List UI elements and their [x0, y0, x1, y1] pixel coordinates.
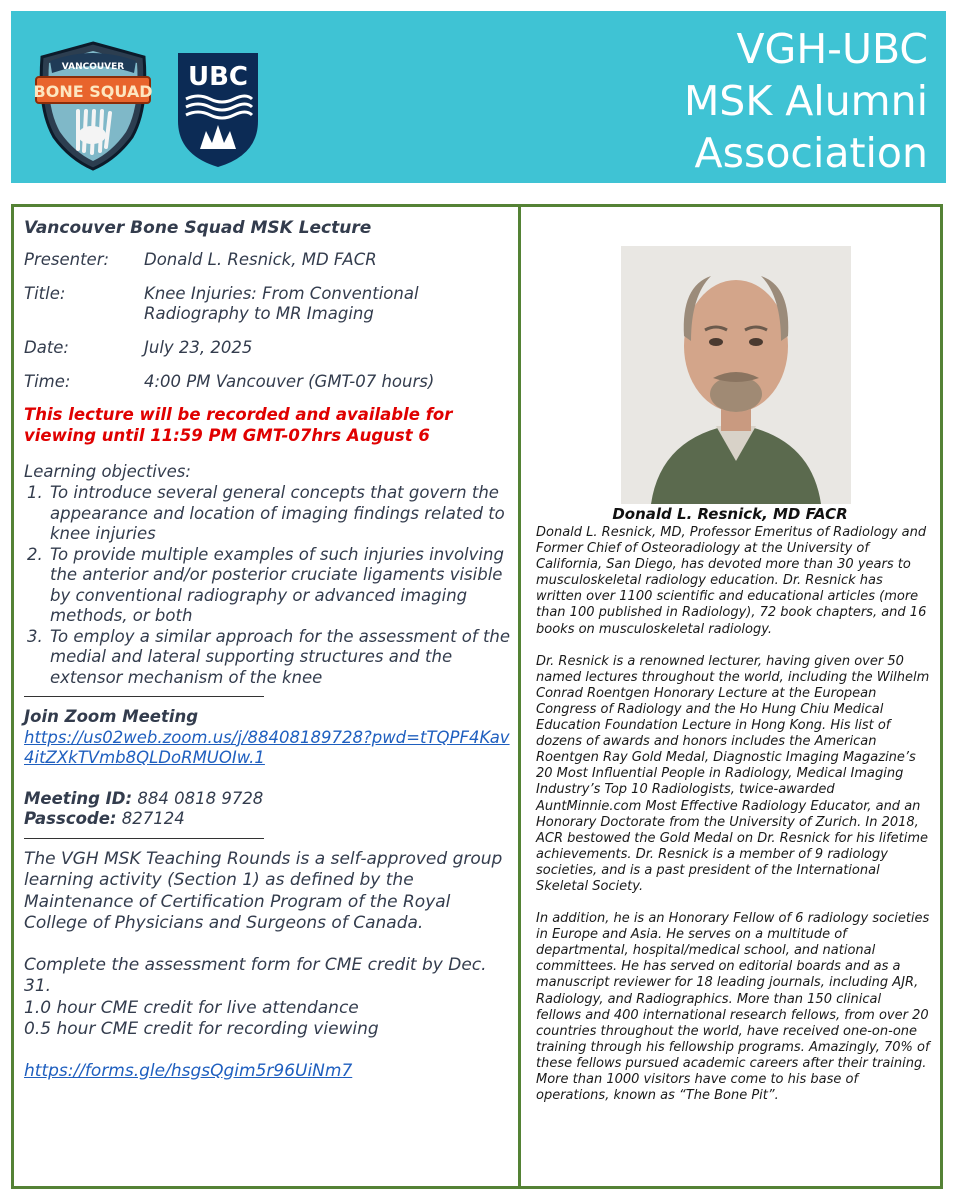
cme-instructions: Complete the assessment form for CME credit by Dec. 31.	[24, 954, 487, 996]
presenter-name: Donald L. Resnick, MD FACR	[612, 505, 848, 523]
presenter-label: Presenter:	[24, 250, 110, 269]
logo-vancouver-text: VANCOUVER	[61, 62, 125, 72]
time-label: Time:	[24, 372, 71, 391]
objective-item: 1. To introduce several general concepts that govern the appearance and location of imaging findings related to knee injuries	[48, 483, 514, 545]
presenter-row	[24, 250, 514, 270]
title-value: Knee Injuries: From Conventional Radiography to MR Imaging	[144, 284, 419, 323]
passcode-label: Passcode:	[24, 809, 117, 828]
time-value: 4:00 PM Vancouver (GMT-07 hours)	[144, 372, 435, 391]
presenter-value: Donald L. Resnick, MD FACR	[144, 250, 377, 269]
header-title: VGH-UBC MSK Alumni Association	[683, 25, 928, 177]
objective-item: 3. To employ a similar approach for the assessment of the medial and lateral supporting structures and the extensor mechanism of the knee	[48, 627, 514, 689]
header-banner	[11, 11, 946, 183]
cme-form-link[interactable]: https://forms.gle/hsgsQgim5r96UiNm7	[24, 1060, 353, 1081]
vancouver-bone-squad-logo	[34, 39, 152, 173]
presenter-bio	[530, 505, 930, 1120]
presenter-photo	[621, 246, 851, 504]
objectives-list	[24, 483, 514, 688]
date-row	[24, 338, 514, 358]
bio-paragraph: In addition, he is an Honorary Fellow of 6 radiology societies in Europe and Asia. He serves on a multitude of departmental, hospital/medical school, and national committees. He has served on editorial boards and as a manuscript reviewer for 18 leading journals, including AJR, Radiology, and Radiographics. More than 150 clinical fellows and 400 international research fellows, from over 20 countries throughout the world, have received one-on-one training through his fellowship programs. Amazingly, 70% of these fellows pursued academic careers after their training. More than 1000 visitors have come to his base of operations, known as “The Bone Pit”.	[536, 911, 930, 1104]
objective-item: 2. To provide multiple examples of such injuries involving the anterior and/or posterior cruciate ligaments visible by conventional radiography or advanced imaging methods, or both	[48, 545, 514, 627]
date-value: July 23, 2025	[144, 338, 253, 357]
lecture-title: Vancouver Bone Squad MSK Lecture	[24, 218, 372, 238]
bio-paragraph: Dr. Resnick is a renowned lecturer, having given over 50 named lectures throughout the world, including the Wilhelm Conrad Roentgen Honorary Lecture at the European Congress of Radiology and the Ho Hung Chiu Medical Education Foundation Lecture in Hong Kong. His list of dozens of awards and honors includes the American Roentgen Ray Gold Medal, Diagnostic Imaging Magazine’s 20 Most Influential People in Radiology, Medical Imaging Industry’s Top 10 Radiologists, twice-awarded AuntMinnie.com Most Effective Radiology Educator, and an Honorary Doctorate from the University of Zurich. In 2018, ACR bestowed the Gold Medal on Dr. Resnick for his lifetime achievements. Dr. Resnick is a member of 9 radiology societies, and is a past president of the International Skeletal Society.	[536, 653, 930, 894]
zoom-link[interactable]: https://us02web.zoom.us/j/88408189728?pwd=tTQPF4Kav4itZXkTVmb8QLDoRMUOIw.1	[24, 727, 510, 767]
cme-recording-credit: 0.5 hour CME credit for recording viewing	[24, 1019, 379, 1039]
logo-bonesquad-text: BONE SQUAD	[34, 82, 152, 101]
title-label: Title:	[24, 284, 66, 303]
bio-paragraph: Donald L. Resnick, MD, Professor Emeritus of Radiology and Former Chief of Osteoradiology at the University of California, San Diego, has devoted more than 30 years to musculoskeletal radiology education. Dr. Resnick has written over 1100 scientific and educational articles (more than 100 published in Radiology), 72 book chapters, and 16 books on musculoskeletal radiology.	[536, 525, 927, 637]
date-label: Date:	[24, 338, 69, 357]
cme-statement: The VGH MSK Teaching Rounds is a self-approved group learning activity (Section 1) as defined by the Maintenance of Certification Program of the Royal College of Physicians and Surgeons of Canada.	[24, 848, 503, 933]
separator-line	[24, 838, 264, 839]
title-row	[24, 284, 514, 324]
passcode-value: 827124	[121, 809, 185, 828]
event-details	[24, 214, 514, 1081]
cme-live-credit: 1.0 hour CME credit for live attendance	[24, 997, 359, 1018]
zoom-heading: Join Zoom Meeting	[24, 707, 199, 726]
column-divider	[518, 204, 521, 1189]
recording-notice: This lecture will be recorded and available for viewing until 11:59 PM GMT-07hrs August 6	[24, 405, 453, 445]
objectives-heading: Learning objectives:	[24, 462, 191, 481]
logo-ubc-text: UBC	[187, 62, 249, 92]
meeting-id-value: 884 0818 9728	[137, 788, 264, 808]
time-row	[24, 372, 514, 392]
ubc-logo	[176, 51, 260, 169]
separator-line	[24, 696, 264, 697]
meeting-id-label: Meeting ID:	[24, 788, 133, 808]
